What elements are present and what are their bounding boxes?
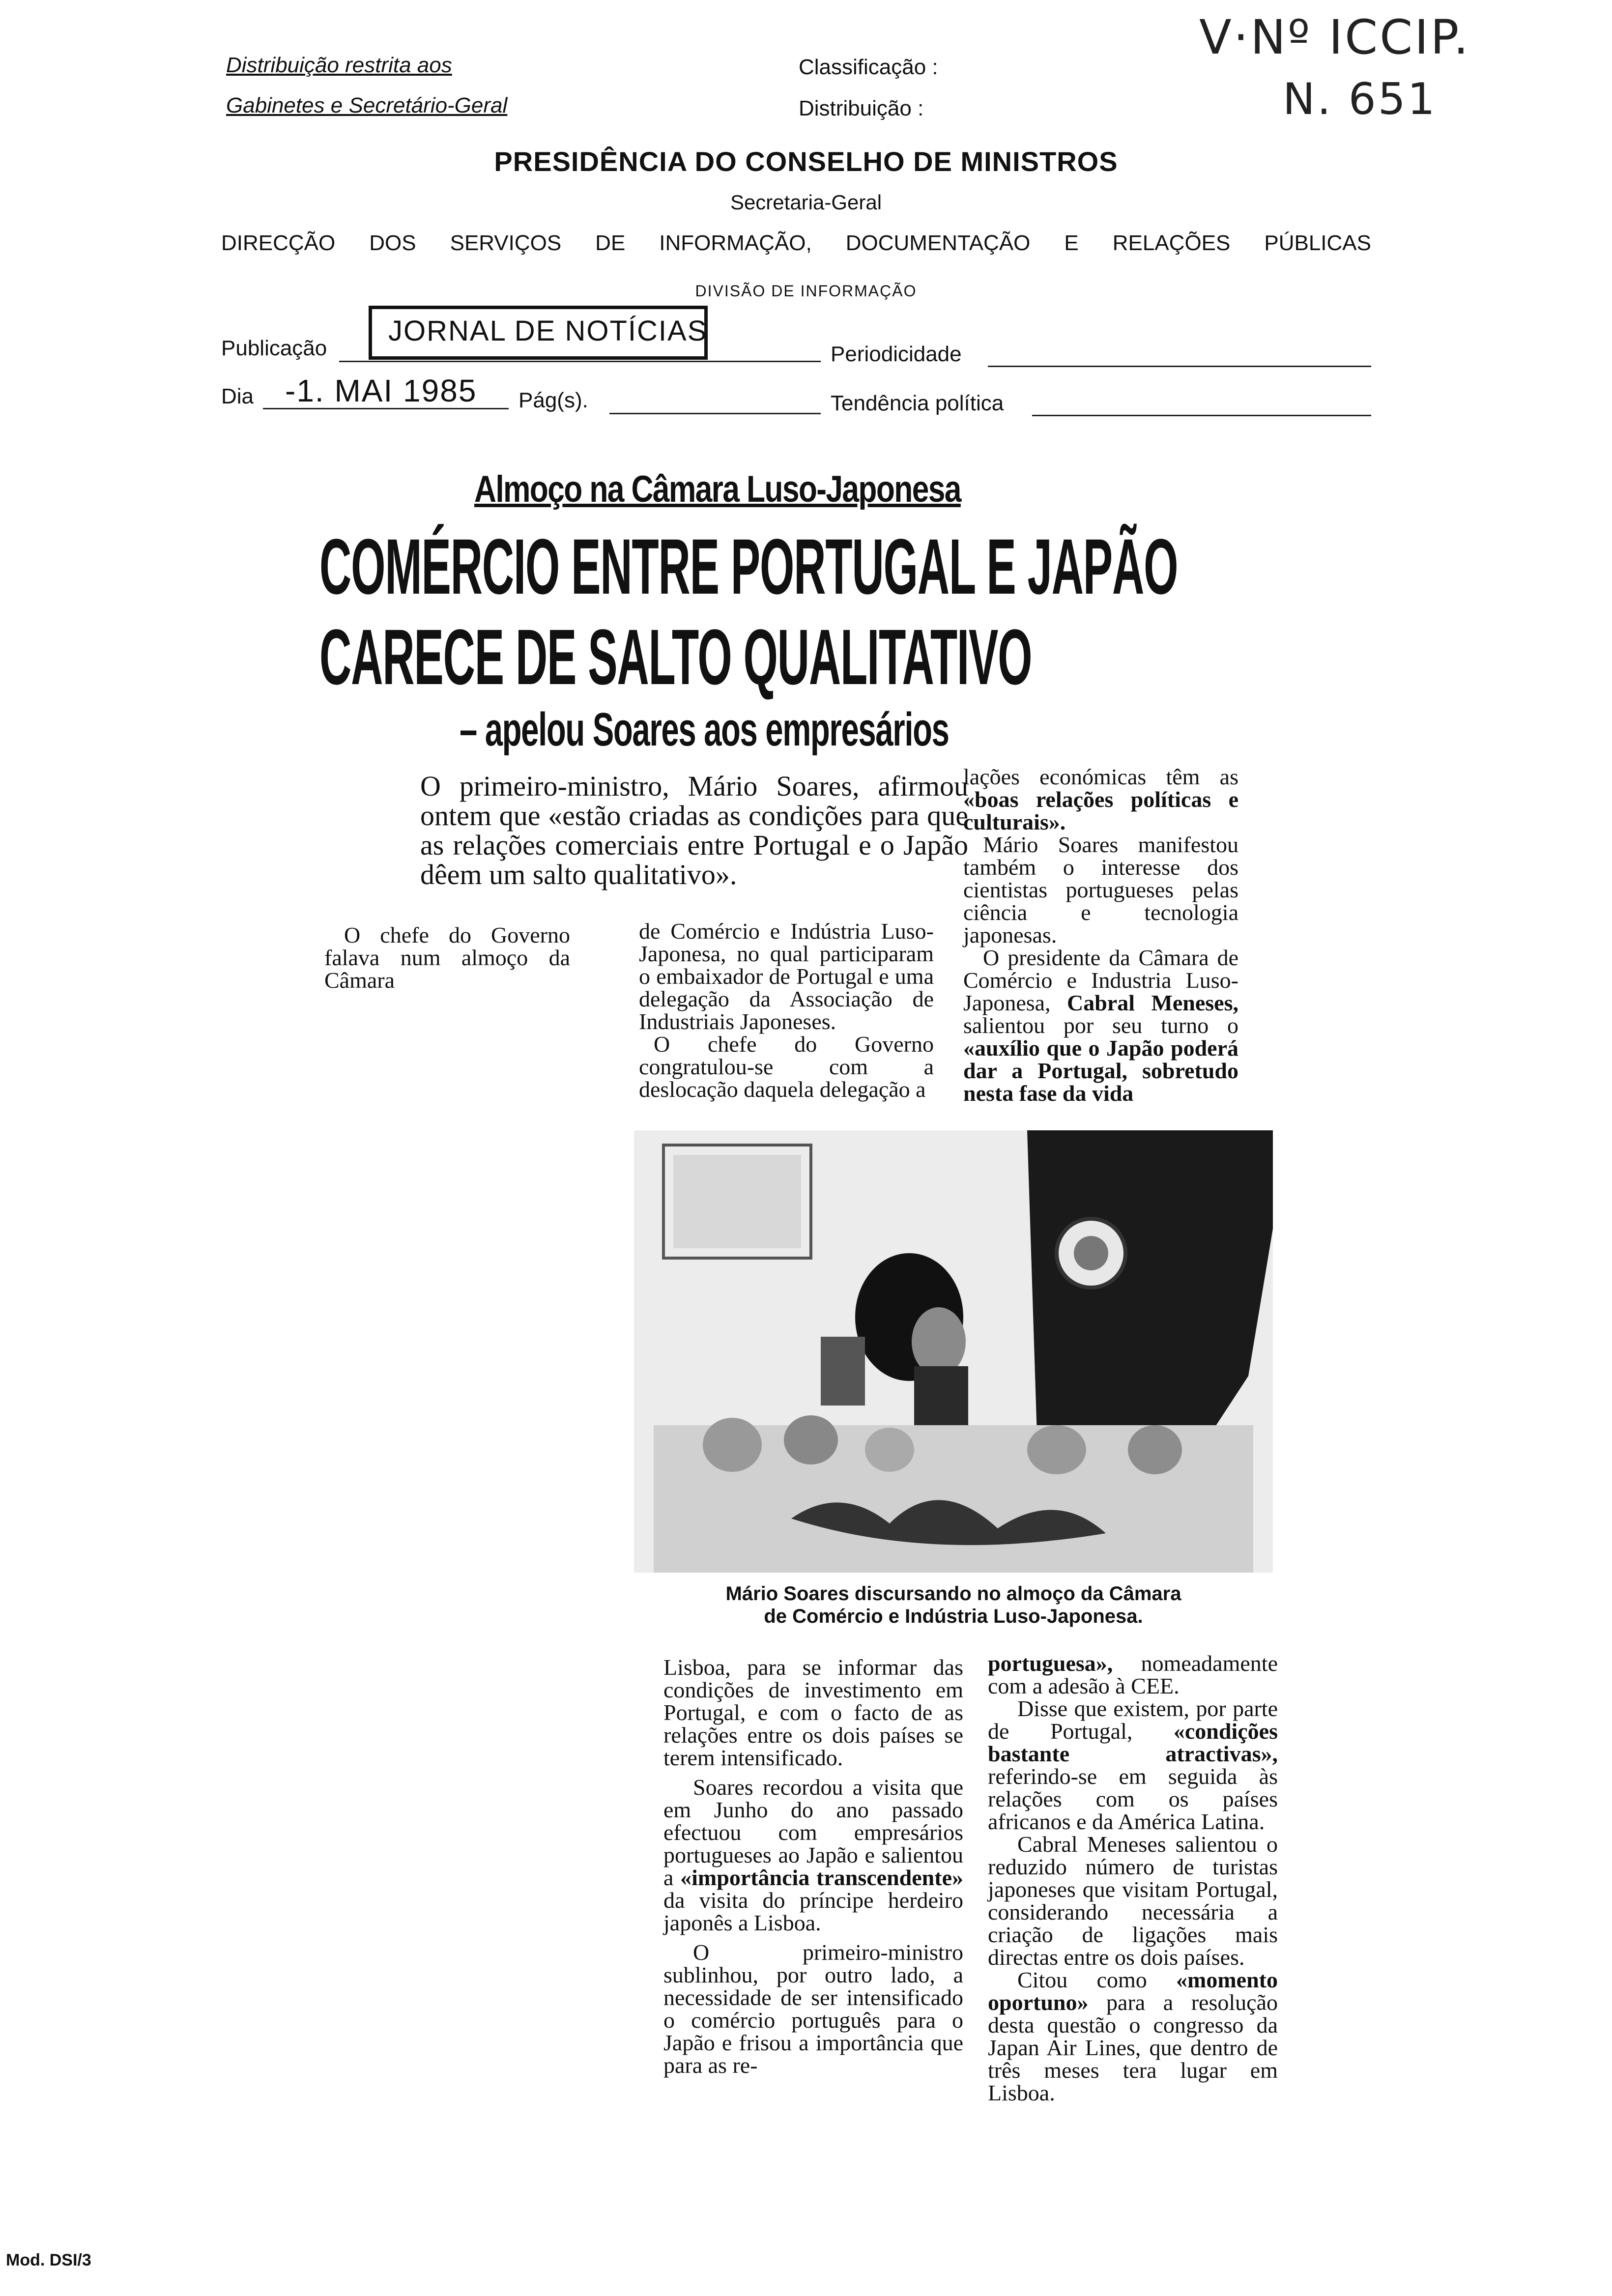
secretariat: Secretaria-Geral [730, 191, 882, 214]
col1-paragraph-1: O chefe do Governo falava num almoço da Câmara [324, 922, 570, 993]
headline-line1: COMÉRCIO ENTRE PORTUGAL E JAPÃO [319, 522, 1178, 610]
col3-paragraph-2: Mário Soares manifestou também o interesse dos cientistas portugueses pelas ciência e tecnologia japonesas. [963, 832, 1238, 947]
lower-right-paragraph-1: portuguesa», nomeadamente com a adesão à CEE. [988, 1651, 1278, 1698]
caption-line-2: de Comércio e Indústria Luso-Japonesa. [764, 1606, 1143, 1627]
pages-label: Pág(s). [518, 388, 588, 412]
distribution-label: Distribuição : [799, 96, 924, 120]
lead-paragraph [420, 772, 968, 890]
caption-line-1: Mário Soares discursando no almoço da Câmara [725, 1583, 1181, 1605]
article-kicker: Almoço na Câmara Luso-Japonesa [474, 468, 961, 510]
col2-paragraph-2: O chefe do Governo congratulou-se com a deslocação daquela delegação a [639, 1032, 934, 1102]
col3-paragraph-1: lações económicas têm as «boas relações políticas e culturais». [963, 764, 1238, 834]
office-title: PRESIDÊNCIA DO CONSELHO DE MINISTROS [494, 146, 1118, 177]
publication-value: JORNAL DE NOTÍCIAS [388, 315, 708, 347]
lower-left-paragraph-1: Lisboa, para se informar das condições de investimento em Portugal, e com o facto de as relações entre os dois países se terem intensificado. [663, 1655, 963, 1770]
division: DIVISÃO DE INFORMAÇÃO [695, 282, 917, 300]
subheadline: – apelou Soares aos empresários [460, 703, 949, 756]
column-lower-right [988, 1652, 1278, 2104]
headline-line2: CARECE DE SALTO QUALITATIVO [319, 613, 1032, 701]
column-1-upper [324, 924, 570, 992]
distribution-restricted-line1: Distribuição restrita aos [226, 53, 452, 77]
distribution-restricted-line2: Gabinetes e Secretário-Geral [226, 93, 508, 117]
day-label: Dia [221, 384, 254, 408]
handwritten-reference-2: N. 651 [1283, 74, 1437, 124]
lower-right-paragraph-4: Citou como «momento oportuno» para a resolução desta questão o congresso da Japan Air Lines, que dentro de três meses tera lugar em Lisboa. [988, 1967, 1278, 2105]
lower-left-paragraph-3: O primeiro-ministro sublinhou, por outro lado, a necessidade de ser intensificado o comércio português para o Japão e frisou a importância que para as re- [663, 1940, 963, 2078]
lower-left-paragraph-2: Soares recordou a visita que em Junho do ano passado efectuou com empresários portugueses ao Japão e salientou a «importância transcendente» da visita do príncipe herdeiro japonês a Lisboa. [663, 1775, 964, 1935]
handwritten-reference-1: V·Nº ICCIP. [1199, 10, 1470, 65]
photo-scene-illustration [634, 1130, 1273, 1573]
publication-label: Publicação [221, 336, 327, 360]
lead-text: O primeiro-ministro, Mário Soares, afirmou ontem que «estão criadas as condições para que as relações comerciais entre Portugal e o Japão dêem um salto qualitativo». [420, 770, 968, 890]
periodicity-label: Periodicidade [831, 342, 962, 366]
photo-caption [634, 1582, 1273, 1628]
lower-right-paragraph-3: Cabral Meneses salientou o reduzido número de turistas japoneses que visitam Portugal, considerando necessária a criação de ligações mais directas entre os dois países. [988, 1832, 1278, 1970]
column-lower-left [663, 1656, 963, 2077]
classification-label: Classificação : [799, 55, 938, 79]
column-3-upper [963, 766, 1238, 1105]
column-2-upper [639, 920, 934, 1101]
date-stamp: -1. MAI 1985 [285, 373, 477, 408]
form-code: Mod. DSI/3 [6, 2251, 91, 2269]
political-tendency-label: Tendência política [831, 391, 1004, 415]
article-photo [634, 1130, 1273, 1573]
directorate: DIRECÇÃO DOS SERVIÇOS DE INFORMAÇÃO, DOCUMENTAÇÃO E RELAÇÕES PÚBLICAS [221, 231, 1371, 255]
lower-right-paragraph-2: Disse que existem, por parte de Portugal, «condições bastante atractivas», referindo-se em seguida às relações com os países africanos e da América Latina. [988, 1696, 1278, 1834]
col2-paragraph-1: de Comércio e Indústria Luso-Japonesa, no qual participaram o embaixador de Portugal e uma delegação da Associação de Industriais Japoneses. [639, 918, 934, 1034]
col3-paragraph-3: O presidente da Câmara de Comércio e Industria Luso-Japonesa, Cabral Meneses, salientou por seu turno o «auxílio que o Japão poderá dar a Portugal, sobretudo nesta fase da vida [963, 945, 1238, 1106]
